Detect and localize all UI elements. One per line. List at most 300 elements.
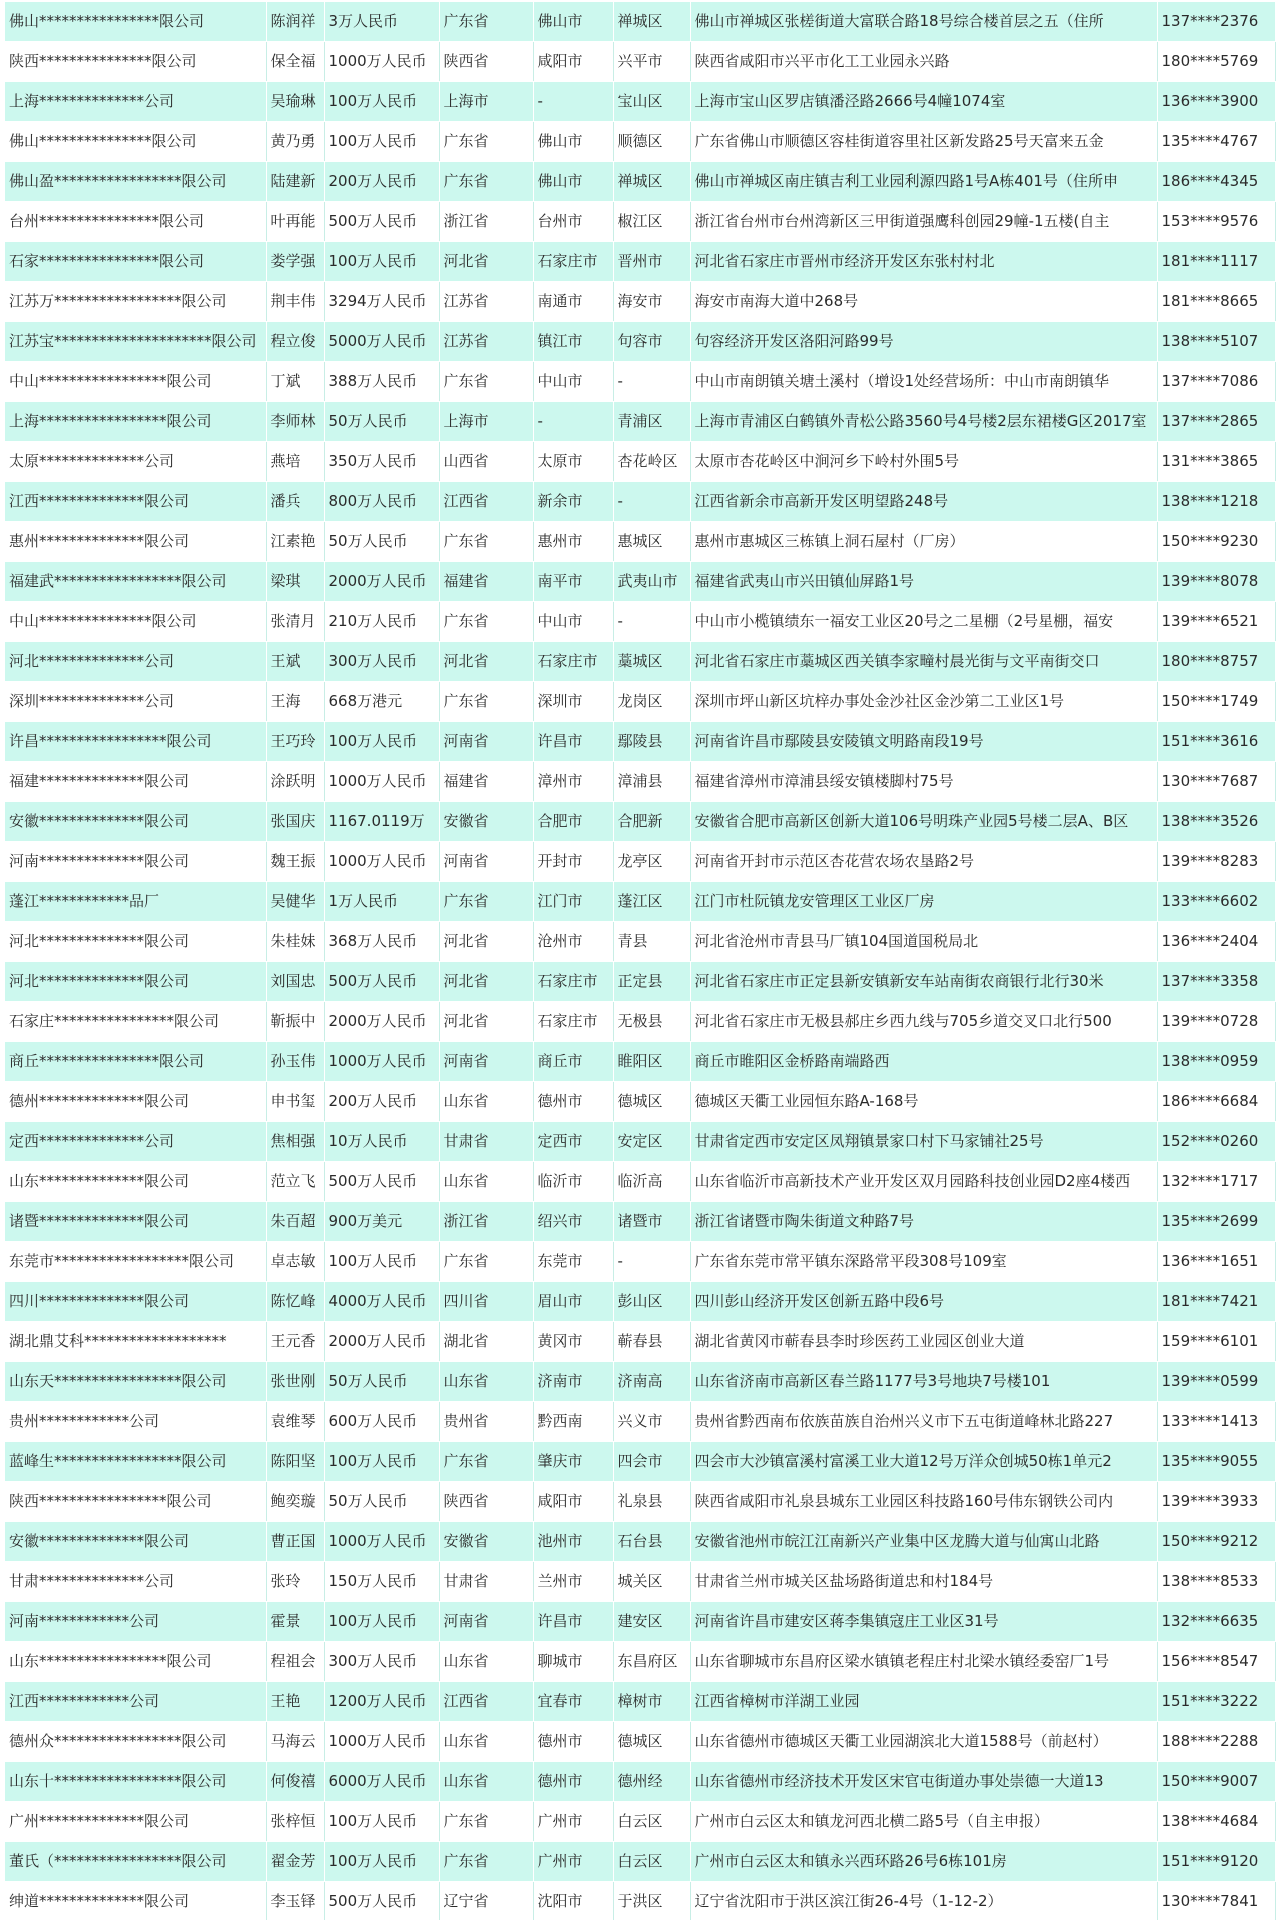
legal-rep-cell: 叶再能 (266, 202, 324, 242)
phone-cell: 152****0260 (1157, 1122, 1275, 1162)
company-name-cell: 德州众*****************限公司 (5, 1722, 266, 1762)
district-cell: 于洪区 (613, 1882, 690, 1920)
capital-cell: 388万人民币 (324, 362, 439, 402)
phone-cell: 151****3222 (1157, 1682, 1275, 1722)
capital-cell: 350万人民币 (324, 442, 439, 482)
table-row (5, 1642, 1275, 1682)
phone-cell: 150****9230 (1157, 522, 1275, 562)
province-cell: 广东省 (439, 2, 533, 42)
legal-rep-cell: 李师林 (266, 402, 324, 442)
city-cell: 太原市 (533, 442, 613, 482)
phone-cell: 139****8283 (1157, 842, 1275, 882)
address-cell: 上海市宝山区罗店镇潘泾路2666号4幢1074室 (690, 82, 1157, 122)
legal-rep-cell: 陈阳坚 (266, 1442, 324, 1482)
phone-cell: 150****1749 (1157, 682, 1275, 722)
phone-cell: 139****3933 (1157, 1482, 1275, 1522)
legal-rep-cell: 梁琪 (266, 562, 324, 602)
address-cell: 中山市南朗镇关塘土溪村（增设1处经营场所：中山市南朗镇华 (690, 362, 1157, 402)
table-row (5, 1682, 1275, 1722)
province-cell: 广东省 (439, 1842, 533, 1882)
company-name-cell: 山东天*****************限公司 (5, 1362, 266, 1402)
table-row (5, 362, 1275, 402)
city-cell: - (533, 82, 613, 122)
city-cell: 许昌市 (533, 722, 613, 762)
district-cell: 青浦区 (613, 402, 690, 442)
province-cell: 广东省 (439, 1242, 533, 1282)
address-cell: 浙江省诸暨市陶朱街道文种路7号 (690, 1202, 1157, 1242)
province-cell: 上海市 (439, 402, 533, 442)
district-cell: 海安市 (613, 282, 690, 322)
legal-rep-cell: 吴瑜琳 (266, 82, 324, 122)
legal-rep-cell: 魏王振 (266, 842, 324, 882)
city-cell: 佛山市 (533, 2, 613, 42)
capital-cell: 100万人民币 (324, 122, 439, 162)
district-cell: 兴义市 (613, 1402, 690, 1442)
capital-cell: 50万人民币 (324, 1482, 439, 1522)
city-cell: 东莞市 (533, 1242, 613, 1282)
company-name-cell: 江苏万*****************限公司 (5, 282, 266, 322)
address-cell: 上海市青浦区白鹤镇外青松公路3560号4号楼2层东裙楼G区2017室 (690, 402, 1157, 442)
district-cell: 德城区 (613, 1082, 690, 1122)
phone-cell: 159****6101 (1157, 1322, 1275, 1362)
phone-cell: 138****0959 (1157, 1042, 1275, 1082)
city-cell: 中山市 (533, 602, 613, 642)
company-name-cell: 惠州**************限公司 (5, 522, 266, 562)
capital-cell: 1167.0119万 (324, 802, 439, 842)
city-cell: 中山市 (533, 362, 613, 402)
city-cell: - (533, 402, 613, 442)
address-cell: 广州市白云区太和镇永兴西环路26号6栋101房 (690, 1842, 1157, 1882)
district-cell: 宝山区 (613, 82, 690, 122)
company-name-cell: 湖北鼎艾科******************* (5, 1322, 266, 1362)
capital-cell: 100万人民币 (324, 1842, 439, 1882)
table-row (5, 1002, 1275, 1042)
city-cell: 宜春市 (533, 1682, 613, 1722)
legal-rep-cell: 霍景 (266, 1602, 324, 1642)
phone-cell: 137****3358 (1157, 962, 1275, 1002)
table-row (5, 602, 1275, 642)
capital-cell: 900万美元 (324, 1202, 439, 1242)
legal-rep-cell: 曹正国 (266, 1522, 324, 1562)
address-cell: 甘肃省兰州市城关区盐场路街道忠和村184号 (690, 1562, 1157, 1602)
phone-cell: 130****7841 (1157, 1882, 1275, 1920)
company-name-cell: 河北**************限公司 (5, 922, 266, 962)
table-row (5, 82, 1275, 122)
legal-rep-cell: 王巧玲 (266, 722, 324, 762)
table-row (5, 642, 1275, 682)
district-cell: 睢阳区 (613, 1042, 690, 1082)
address-cell: 广东省佛山市顺德区容桂街道容里社区新发路25号天富来五金 (690, 122, 1157, 162)
table-row (5, 1842, 1275, 1882)
capital-cell: 1000万人民币 (324, 42, 439, 82)
address-cell: 河北省石家庄市晋州市经济开发区东张村村北 (690, 242, 1157, 282)
company-name-cell: 四川**************限公司 (5, 1282, 266, 1322)
city-cell: 广州市 (533, 1842, 613, 1882)
phone-cell: 139****0599 (1157, 1362, 1275, 1402)
district-cell: 禅城区 (613, 2, 690, 42)
company-name-cell: 山东十*****************限公司 (5, 1762, 266, 1802)
address-cell: 深圳市坪山新区坑梓办事处金沙社区金沙第二工业区1号 (690, 682, 1157, 722)
province-cell: 陕西省 (439, 42, 533, 82)
district-cell: 武夷山市 (613, 562, 690, 602)
capital-cell: 210万人民币 (324, 602, 439, 642)
legal-rep-cell: 范立飞 (266, 1162, 324, 1202)
address-cell: 山东省德州市德城区天衢工业园湖滨北大道1588号（前赵村） (690, 1722, 1157, 1762)
province-cell: 广东省 (439, 162, 533, 202)
capital-cell: 1200万人民币 (324, 1682, 439, 1722)
district-cell: - (613, 1242, 690, 1282)
phone-cell: 180****5769 (1157, 42, 1275, 82)
city-cell: 定西市 (533, 1122, 613, 1162)
company-name-cell: 佛山****************限公司 (5, 2, 266, 42)
district-cell: - (613, 602, 690, 642)
city-cell: 沈阳市 (533, 1882, 613, 1920)
city-cell: 德州市 (533, 1082, 613, 1122)
province-cell: 福建省 (439, 562, 533, 602)
address-cell: 四川彭山经济开发区创新五路中段6号 (690, 1282, 1157, 1322)
table-row (5, 122, 1275, 162)
city-cell: 德州市 (533, 1722, 613, 1762)
table-row (5, 1722, 1275, 1762)
province-cell: 江西省 (439, 1682, 533, 1722)
table-row (5, 1482, 1275, 1522)
city-cell: 石家庄市 (533, 1002, 613, 1042)
phone-cell: 138****4684 (1157, 1802, 1275, 1842)
capital-cell: 1000万人民币 (324, 1042, 439, 1082)
legal-rep-cell: 孙玉伟 (266, 1042, 324, 1082)
capital-cell: 300万人民币 (324, 1642, 439, 1682)
district-cell: 临沂高 (613, 1162, 690, 1202)
address-cell: 陕西省咸阳市兴平市化工工业园永兴路 (690, 42, 1157, 82)
province-cell: 山东省 (439, 1082, 533, 1122)
company-name-cell: 许昌*****************限公司 (5, 722, 266, 762)
capital-cell: 1万人民币 (324, 882, 439, 922)
legal-rep-cell: 燕培 (266, 442, 324, 482)
phone-cell: 136****3900 (1157, 82, 1275, 122)
phone-cell: 186****4345 (1157, 162, 1275, 202)
district-cell: - (613, 362, 690, 402)
company-name-cell: 福建武*****************限公司 (5, 562, 266, 602)
capital-cell: 50万人民币 (324, 522, 439, 562)
table-row (5, 1522, 1275, 1562)
address-cell: 福建省漳州市漳浦县绥安镇楼脚村75号 (690, 762, 1157, 802)
city-cell: 石家庄市 (533, 642, 613, 682)
district-cell: 禅城区 (613, 162, 690, 202)
capital-cell: 300万人民币 (324, 642, 439, 682)
city-cell: 镇江市 (533, 322, 613, 362)
city-cell: 惠州市 (533, 522, 613, 562)
capital-cell: 2000万人民币 (324, 562, 439, 602)
legal-rep-cell: 张清月 (266, 602, 324, 642)
address-cell: 河南省许昌市建安区蒋李集镇寇庄工业区31号 (690, 1602, 1157, 1642)
district-cell: 龙岗区 (613, 682, 690, 722)
city-cell: 眉山市 (533, 1282, 613, 1322)
address-cell: 佛山市禅城区张槎街道大富联合路18号综合楼首层之五（住所 (690, 2, 1157, 42)
province-cell: 浙江省 (439, 1202, 533, 1242)
province-cell: 甘肃省 (439, 1122, 533, 1162)
address-cell: 山东省聊城市东昌府区梁水镇镇老程庄村北梁水镇经委窑厂1号 (690, 1642, 1157, 1682)
province-cell: 河北省 (439, 962, 533, 1002)
address-cell: 江西省新余市高新开发区明望路248号 (690, 482, 1157, 522)
phone-cell: 139****0728 (1157, 1002, 1275, 1042)
capital-cell: 4000万人民币 (324, 1282, 439, 1322)
city-cell: 聊城市 (533, 1642, 613, 1682)
district-cell: 德城区 (613, 1722, 690, 1762)
table-row (5, 1322, 1275, 1362)
district-cell: 杏花岭区 (613, 442, 690, 482)
company-name-cell: 台州****************限公司 (5, 202, 266, 242)
company-name-cell: 贵州************公司 (5, 1402, 266, 1442)
district-cell: 青县 (613, 922, 690, 962)
district-cell: 四会市 (613, 1442, 690, 1482)
legal-rep-cell: 朱百超 (266, 1202, 324, 1242)
table-row (5, 442, 1275, 482)
phone-cell: 132****6635 (1157, 1602, 1275, 1642)
province-cell: 广东省 (439, 682, 533, 722)
province-cell: 上海市 (439, 82, 533, 122)
capital-cell: 150万人民币 (324, 1562, 439, 1602)
company-name-cell: 安徽**************限公司 (5, 1522, 266, 1562)
address-cell: 浙江省台州市台州湾新区三甲街道强鹰科创园29幢-1五楼(自主 (690, 202, 1157, 242)
company-name-cell: 中山***************限公司 (5, 602, 266, 642)
province-cell: 江苏省 (439, 322, 533, 362)
address-cell: 河南省许昌市鄢陵县安陵镇文明路南段19号 (690, 722, 1157, 762)
phone-cell: 133****1413 (1157, 1402, 1275, 1442)
legal-rep-cell: 吴健华 (266, 882, 324, 922)
phone-cell: 132****1717 (1157, 1162, 1275, 1202)
legal-rep-cell: 何俊禧 (266, 1762, 324, 1802)
table-row (5, 42, 1275, 82)
phone-cell: 135****4767 (1157, 122, 1275, 162)
district-cell: 石台县 (613, 1522, 690, 1562)
capital-cell: 200万人民币 (324, 1082, 439, 1122)
address-cell: 河北省石家庄市藁城区西关镇李家疃村晨光街与文平南街交口 (690, 642, 1157, 682)
province-cell: 广东省 (439, 882, 533, 922)
table-row (5, 1042, 1275, 1082)
district-cell: 樟树市 (613, 1682, 690, 1722)
table-row (5, 682, 1275, 722)
address-cell: 江门市杜阮镇龙安管理区工业区厂房 (690, 882, 1157, 922)
phone-cell: 138****8533 (1157, 1562, 1275, 1602)
table-row (5, 842, 1275, 882)
company-name-cell: 石家庄****************限公司 (5, 1002, 266, 1042)
company-name-cell: 绅道**************限公司 (5, 1882, 266, 1920)
address-cell: 辽宁省沈阳市于洪区滨江街26-4号（1-12-2） (690, 1882, 1157, 1920)
phone-cell: 150****9212 (1157, 1522, 1275, 1562)
capital-cell: 200万人民币 (324, 162, 439, 202)
company-name-cell: 江西**************限公司 (5, 482, 266, 522)
city-cell: 深圳市 (533, 682, 613, 722)
address-cell: 陕西省咸阳市礼泉县城东工业园区科技路160号伟东钢铁公司内 (690, 1482, 1157, 1522)
table-row (5, 1442, 1275, 1482)
district-cell: 句容市 (613, 322, 690, 362)
province-cell: 河北省 (439, 242, 533, 282)
legal-rep-cell: 靳振中 (266, 1002, 324, 1042)
district-cell: 济南高 (613, 1362, 690, 1402)
phone-cell: 133****6602 (1157, 882, 1275, 922)
company-name-cell: 陕西***************限公司 (5, 42, 266, 82)
capital-cell: 3294万人民币 (324, 282, 439, 322)
company-name-cell: 佛山盈*****************限公司 (5, 162, 266, 202)
capital-cell: 2000万人民币 (324, 1002, 439, 1042)
table-row (5, 562, 1275, 602)
capital-cell: 500万人民币 (324, 202, 439, 242)
district-cell: - (613, 482, 690, 522)
company-name-cell: 江苏宝*********************限公司 (5, 322, 266, 362)
province-cell: 安徽省 (439, 1522, 533, 1562)
province-cell: 浙江省 (439, 202, 533, 242)
district-cell: 礼泉县 (613, 1482, 690, 1522)
table-row (5, 282, 1275, 322)
city-cell: 咸阳市 (533, 42, 613, 82)
capital-cell: 100万人民币 (324, 242, 439, 282)
district-cell: 蓬江区 (613, 882, 690, 922)
capital-cell: 100万人民币 (324, 82, 439, 122)
phone-cell: 181****7421 (1157, 1282, 1275, 1322)
city-cell: 商丘市 (533, 1042, 613, 1082)
table-row (5, 1562, 1275, 1602)
legal-rep-cell: 娄学强 (266, 242, 324, 282)
province-cell: 山东省 (439, 1722, 533, 1762)
address-cell: 安徽省合肥市高新区创新大道106号明珠产业园5号楼二层A、B区 (690, 802, 1157, 842)
city-cell: 漳州市 (533, 762, 613, 802)
city-cell: 广州市 (533, 1802, 613, 1842)
district-cell: 晋州市 (613, 242, 690, 282)
city-cell: 咸阳市 (533, 1482, 613, 1522)
address-cell: 甘肃省定西市安定区凤翔镇景家口村下马家铺社25号 (690, 1122, 1157, 1162)
phone-cell: 156****8547 (1157, 1642, 1275, 1682)
legal-rep-cell: 朱桂妹 (266, 922, 324, 962)
company-name-cell: 蓝峰生*****************限公司 (5, 1442, 266, 1482)
phone-cell: 137****7086 (1157, 362, 1275, 402)
table-row (5, 242, 1275, 282)
table-row (5, 1202, 1275, 1242)
table-row (5, 1602, 1275, 1642)
phone-cell: 139****6521 (1157, 602, 1275, 642)
table-row (5, 962, 1275, 1002)
legal-rep-cell: 李玉铎 (266, 1882, 324, 1920)
province-cell: 江西省 (439, 482, 533, 522)
phone-cell: 136****2404 (1157, 922, 1275, 962)
legal-rep-cell: 王海 (266, 682, 324, 722)
province-cell: 湖北省 (439, 1322, 533, 1362)
legal-rep-cell: 袁维琴 (266, 1402, 324, 1442)
province-cell: 河北省 (439, 1002, 533, 1042)
company-name-cell: 佛山***************限公司 (5, 122, 266, 162)
legal-rep-cell: 马海云 (266, 1722, 324, 1762)
company-name-cell: 江西************公司 (5, 1682, 266, 1722)
company-name-cell: 深圳**************公司 (5, 682, 266, 722)
table-row (5, 762, 1275, 802)
company-name-cell: 陕西*****************限公司 (5, 1482, 266, 1522)
capital-cell: 500万人民币 (324, 1162, 439, 1202)
address-cell: 海安市南海大道中268号 (690, 282, 1157, 322)
table-body (5, 2, 1275, 1920)
province-cell: 江苏省 (439, 282, 533, 322)
address-cell: 四会市大沙镇富溪村富溪工业大道12号万洋众创城50栋1单元2 (690, 1442, 1157, 1482)
legal-rep-cell: 程立俊 (266, 322, 324, 362)
address-cell: 安徽省池州市皖江江南新兴产业集中区龙腾大道与仙寓山北路 (690, 1522, 1157, 1562)
legal-rep-cell: 程祖会 (266, 1642, 324, 1682)
city-cell: 石家庄市 (533, 962, 613, 1002)
company-name-cell: 河南************公司 (5, 1602, 266, 1642)
address-cell: 山东省临沂市高新技术产业开发区双月园路科技创业园D2座4楼西 (690, 1162, 1157, 1202)
company-name-cell: 广州**************限公司 (5, 1802, 266, 1842)
city-cell: 临沂市 (533, 1162, 613, 1202)
province-cell: 陕西省 (439, 1482, 533, 1522)
district-cell: 合肥新 (613, 802, 690, 842)
legal-rep-cell: 丁斌 (266, 362, 324, 402)
capital-cell: 2000万人民币 (324, 1322, 439, 1362)
district-cell: 正定县 (613, 962, 690, 1002)
company-name-cell: 河北**************公司 (5, 642, 266, 682)
district-cell: 惠城区 (613, 522, 690, 562)
city-cell: 佛山市 (533, 162, 613, 202)
district-cell: 顺德区 (613, 122, 690, 162)
city-cell: 池州市 (533, 1522, 613, 1562)
province-cell: 河南省 (439, 1602, 533, 1642)
capital-cell: 100万人民币 (324, 1442, 439, 1482)
district-cell: 德州经 (613, 1762, 690, 1802)
legal-rep-cell: 卓志敏 (266, 1242, 324, 1282)
table-row (5, 722, 1275, 762)
legal-rep-cell: 涂跃明 (266, 762, 324, 802)
legal-rep-cell: 王元香 (266, 1322, 324, 1362)
district-cell: 藁城区 (613, 642, 690, 682)
city-cell: 德州市 (533, 1762, 613, 1802)
table-row (5, 482, 1275, 522)
capital-cell: 100万人民币 (324, 1802, 439, 1842)
company-name-cell: 蓬江************品厂 (5, 882, 266, 922)
province-cell: 辽宁省 (439, 1882, 533, 1920)
city-cell: 绍兴市 (533, 1202, 613, 1242)
company-name-cell: 安徽**************限公司 (5, 802, 266, 842)
province-cell: 贵州省 (439, 1402, 533, 1442)
table-row (5, 1162, 1275, 1202)
district-cell: 建安区 (613, 1602, 690, 1642)
company-name-cell: 商丘****************限公司 (5, 1042, 266, 1082)
phone-cell: 150****9007 (1157, 1762, 1275, 1802)
city-cell: 合肥市 (533, 802, 613, 842)
city-cell: 黔西南 (533, 1402, 613, 1442)
district-cell: 无极县 (613, 1002, 690, 1042)
district-cell: 兴平市 (613, 42, 690, 82)
province-cell: 河北省 (439, 642, 533, 682)
legal-rep-cell: 黄乃勇 (266, 122, 324, 162)
province-cell: 广东省 (439, 362, 533, 402)
company-name-cell: 甘肃**************公司 (5, 1562, 266, 1602)
district-cell: 诸暨市 (613, 1202, 690, 1242)
capital-cell: 600万人民币 (324, 1402, 439, 1442)
table-row (5, 882, 1275, 922)
address-cell: 佛山市禅城区南庄镇吉利工业园利源四路1号A栋401号（住所申 (690, 162, 1157, 202)
legal-rep-cell: 鲍奕璇 (266, 1482, 324, 1522)
province-cell: 四川省 (439, 1282, 533, 1322)
capital-cell: 668万港元 (324, 682, 439, 722)
capital-cell: 50万人民币 (324, 1362, 439, 1402)
company-name-cell: 董氏（*****************限公司 (5, 1842, 266, 1882)
province-cell: 河南省 (439, 1042, 533, 1082)
province-cell: 广东省 (439, 602, 533, 642)
table-row (5, 2, 1275, 42)
table-row (5, 1242, 1275, 1282)
phone-cell: 137****2865 (1157, 402, 1275, 442)
capital-cell: 5000万人民币 (324, 322, 439, 362)
company-name-cell: 定西**************公司 (5, 1122, 266, 1162)
legal-rep-cell: 陈润祥 (266, 2, 324, 42)
legal-rep-cell: 申书玺 (266, 1082, 324, 1122)
table-row (5, 1362, 1275, 1402)
